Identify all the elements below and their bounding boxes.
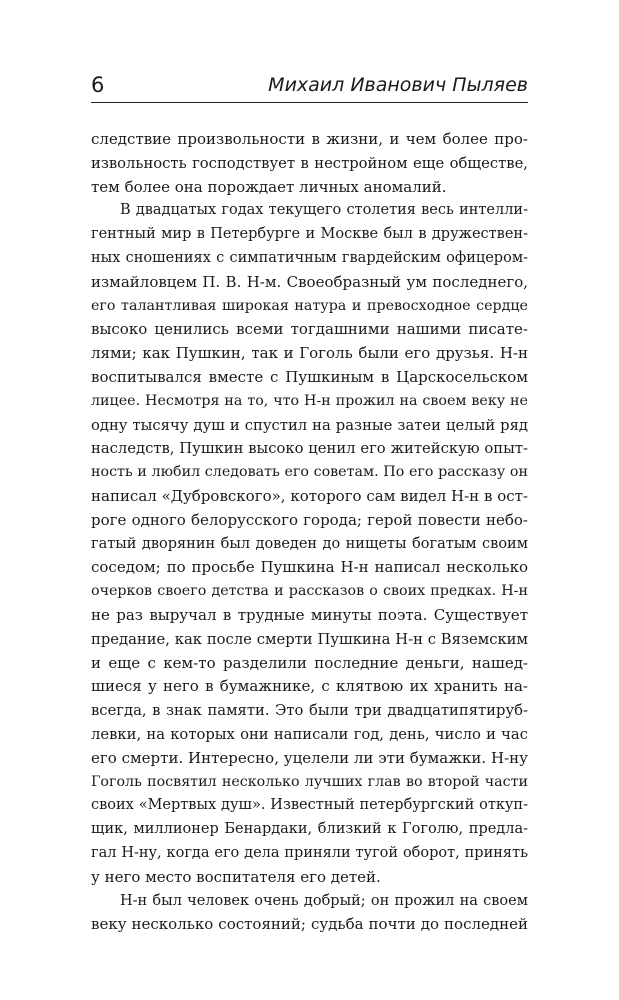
text-line: всегда, в знак памяти. Это были три двадцатипятируб-: [91, 702, 528, 720]
text-line: не раз выручал в трудные минуты поэта. Существует: [91, 605, 528, 624]
text-line: веку несколько состояний; судьба почти до последней: [91, 915, 528, 934]
text-line: Н-н был человек очень добрый; он прожил на своем: [120, 892, 528, 909]
text-line: измайловцем П. В. Н-м. Своеобразный ум последнего,: [91, 272, 528, 291]
text-line: и еще с кем-то разделили последние деньги, нашед-: [91, 653, 528, 672]
text-line: очерков своего детства и рассказов о своих предках. Н-н: [91, 583, 528, 600]
text-line: его талантливая широкая натура и превосходное сердце: [91, 297, 528, 314]
text-line: левки, на которых они написали год, день, число и час: [91, 725, 528, 743]
text-line: предание, как после смерти Пушкина Н-н с Вяземским: [91, 630, 528, 648]
text-line: тем более она порождает личных аномалий.: [91, 177, 447, 196]
text-line: лицее. Несмотря на то, что Н-н прожил на своем веку не: [91, 392, 528, 409]
text-line: гал Н-ну, когда его дела приняли тугой оборот, принять: [91, 844, 528, 861]
page-number: 6: [91, 73, 105, 97]
running-head-author: Михаил Иванович Пыляев: [268, 74, 528, 96]
text-line: гатый дворянин был доведен до нищеты богатым своим: [91, 535, 528, 552]
text-line: одну тысячу душ и спустил на разные затеи целый ряд: [91, 416, 528, 434]
text-line: лями; как Пушкин, так и Гоголь были его друзья. Н-н: [91, 344, 528, 363]
text-line: следствие произвольности в жизни, и чем более про-: [91, 130, 528, 148]
text-line: соседом; по просьбе Пушкина Н-н написал несколько: [91, 558, 528, 577]
text-line: его смерти. Интересно, уцелели ли эти бумажки. Н-ну: [91, 748, 528, 767]
text-line: роге одного белорусского города; герой повести небо-: [91, 510, 528, 529]
text-line: наследств, Пушкин высоко ценил его житейскую опыт-: [91, 440, 528, 458]
text-line: шиеся у него в бумажнике, с клятвою их хранить на-: [91, 677, 528, 696]
text-line: извольность господствует в нестройном еще обществе,: [91, 154, 528, 172]
text-line: высоко ценились всеми тогдашними нашими писате-: [91, 320, 528, 339]
text-line: воспитывался вместе с Пушкиным в Царскосельском: [91, 367, 528, 386]
text-line: Гоголь посвятил несколько лучших глав во второй части: [91, 773, 528, 790]
text-line: В двадцатых годах текущего столетия весь интелли-: [120, 202, 528, 219]
page-header: [91, 72, 528, 103]
text-line: ность и любил следовать его советам. По его рассказу он: [91, 464, 528, 481]
text-line: у него место воспитателя его детей.: [91, 867, 381, 886]
body-text: [91, 128, 528, 937]
text-line: своих «Мертвых душ». Известный петербургский откуп-: [91, 797, 528, 814]
text-line: написал «Дубровского», которого сам видел Н-н в ост-: [91, 486, 528, 505]
text-line: гентный мир в Петербурге и Москве был в дружествен-: [91, 226, 528, 243]
text-line: ных сношениях с симпатичным гвардейским офицером-: [91, 249, 528, 266]
text-line: щик, миллионер Бенардаки, близкий к Гоголю, предла-: [91, 821, 528, 838]
